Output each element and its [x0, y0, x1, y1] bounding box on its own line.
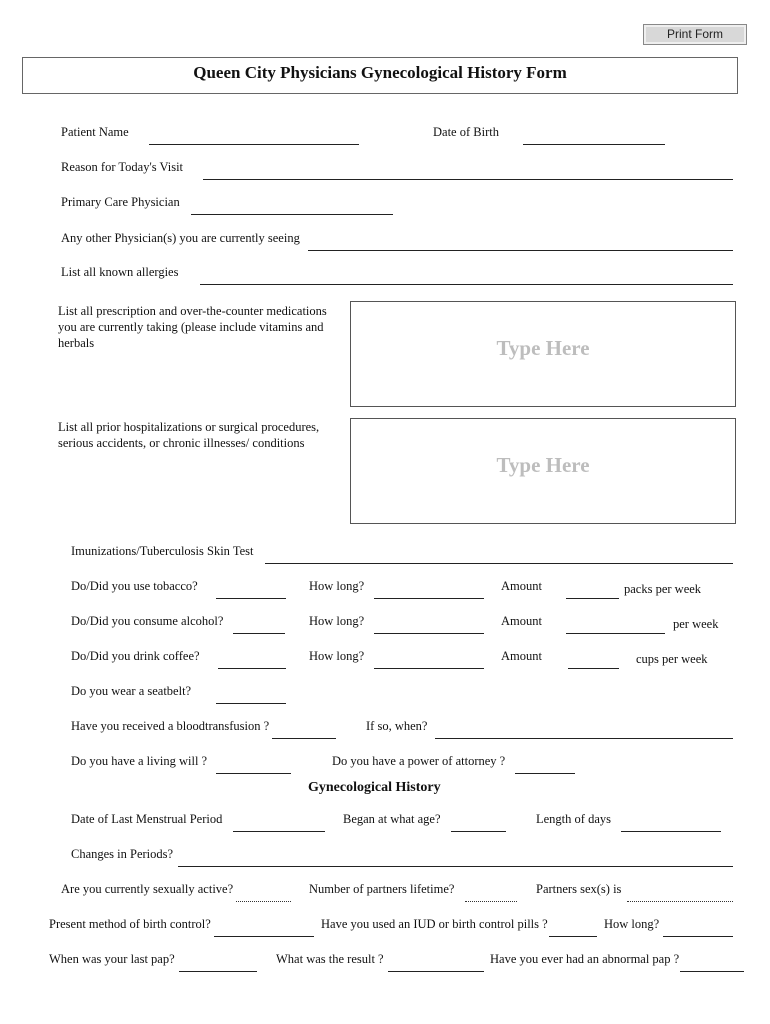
reason-visit-label: Reason for Today's Visit: [61, 160, 184, 174]
alcohol-how-long-input[interactable]: [374, 633, 484, 634]
num-partners-input[interactable]: [465, 901, 517, 902]
last-pap-label: When was your last pap?: [49, 952, 175, 966]
if-so-when-label: If so, when?: [366, 719, 428, 733]
patient-name-input[interactable]: [149, 144, 359, 145]
birth-control-how-long-input[interactable]: [663, 936, 733, 937]
sexually-active-input[interactable]: [236, 901, 291, 902]
length-days-label: Length of days: [536, 812, 611, 826]
iud-pills-input[interactable]: [549, 936, 597, 937]
coffee-how-long-input[interactable]: [374, 668, 484, 669]
date-of-birth-input[interactable]: [523, 144, 665, 145]
other-physicians-input[interactable]: [308, 250, 733, 251]
length-days-input[interactable]: [621, 831, 721, 832]
alcohol-amount-label: Amount: [501, 614, 542, 628]
coffee-input[interactable]: [218, 668, 286, 669]
hospitalizations-textarea[interactable]: Type Here: [350, 418, 736, 524]
began-age-label: Began at what age?: [343, 812, 441, 826]
tobacco-label: Do/Did you use tobacco?: [71, 579, 198, 593]
tobacco-amount-label: Amount: [501, 579, 542, 593]
title-box: [22, 57, 738, 94]
date-of-birth-label: Date of Birth: [433, 125, 499, 139]
seatbelt-label: Do you wear a seatbelt?: [71, 684, 192, 698]
tobacco-how-long-label: How long?: [309, 579, 365, 593]
power-attorney-label: Do you have a power of attorney ?: [332, 754, 506, 768]
living-will-label: Do you have a living will ?: [71, 754, 208, 768]
abnormal-pap-label: Have you ever had an abnormal pap ?: [490, 952, 680, 966]
gynecological-history-heading: Gynecological History: [308, 780, 441, 795]
seatbelt-input[interactable]: [216, 703, 286, 704]
tobacco-how-long-input[interactable]: [374, 598, 484, 599]
hospitalizations-label: List all prior hospitalizations or surgical procedures, serious accidents, or chronic illnesses/ conditions: [58, 420, 320, 450]
packs-per-week-label: packs per week: [624, 582, 702, 596]
per-week-label: per week: [673, 617, 719, 631]
blood-transfusion-input[interactable]: [272, 738, 336, 739]
abnormal-pap-input[interactable]: [680, 971, 744, 972]
sexually-active-label: Are you currently sexually active?: [61, 882, 234, 896]
changes-periods-input[interactable]: [178, 866, 733, 867]
pap-result-input[interactable]: [388, 971, 484, 972]
coffee-label: Do/Did you drink coffee?: [71, 649, 200, 663]
print-form-button[interactable]: Print Form: [643, 24, 747, 45]
if-so-when-input[interactable]: [435, 738, 733, 739]
pap-result-label: What was the result ?: [276, 952, 384, 966]
tobacco-input[interactable]: [216, 598, 286, 599]
changes-periods-label: Changes in Periods?: [71, 847, 174, 861]
blood-transfusion-label: Have you received a bloodtransfusion ?: [71, 719, 270, 733]
allergies-input[interactable]: [200, 284, 733, 285]
cups-per-week-label: cups per week: [636, 652, 708, 666]
medications-label: List all prescription and over-the-counter medications you are currently taking (please include vitamins and herbals: [58, 304, 327, 350]
iud-pills-label: Have you used an IUD or birth control pills ?: [321, 917, 548, 931]
alcohol-input[interactable]: [233, 633, 285, 634]
other-physicians-label: Any other Physician(s) you are currently seeing: [61, 231, 300, 245]
coffee-amount-input[interactable]: [568, 668, 619, 669]
alcohol-how-long-label: How long?: [309, 614, 365, 628]
immunizations-label: Imunizations/Tuberculosis Skin Test: [71, 544, 254, 558]
power-attorney-input[interactable]: [515, 773, 575, 774]
primary-care-label: Primary Care Physician: [61, 195, 180, 209]
patient-name-label: Patient Name: [61, 125, 129, 139]
reason-visit-input[interactable]: [203, 179, 733, 180]
last-pap-input[interactable]: [179, 971, 257, 972]
birth-control-how-long-label: How long?: [604, 917, 660, 931]
birth-control-label: Present method of birth control?: [49, 917, 211, 931]
alcohol-amount-input[interactable]: [566, 633, 665, 634]
page-title: Queen City Physicians Gynecological History Form: [193, 63, 567, 82]
alcohol-label: Do/Did you consume alcohol?: [71, 614, 224, 628]
living-will-input[interactable]: [216, 773, 291, 774]
began-age-input[interactable]: [451, 831, 506, 832]
num-partners-label: Number of partners lifetime?: [309, 882, 455, 896]
coffee-how-long-label: How long?: [309, 649, 365, 663]
coffee-amount-label: Amount: [501, 649, 542, 663]
allergies-label: List all known allergies: [61, 265, 179, 279]
last-period-label: Date of Last Menstrual Period: [71, 812, 223, 826]
primary-care-input[interactable]: [191, 214, 393, 215]
last-period-input[interactable]: [233, 831, 325, 832]
birth-control-input[interactable]: [214, 936, 314, 937]
partners-sex-input[interactable]: [627, 901, 733, 902]
medications-textarea[interactable]: Type Here: [350, 301, 736, 407]
partners-sex-label: Partners sex(s) is: [536, 882, 622, 896]
immunizations-input[interactable]: [265, 563, 733, 564]
tobacco-amount-input[interactable]: [566, 598, 619, 599]
